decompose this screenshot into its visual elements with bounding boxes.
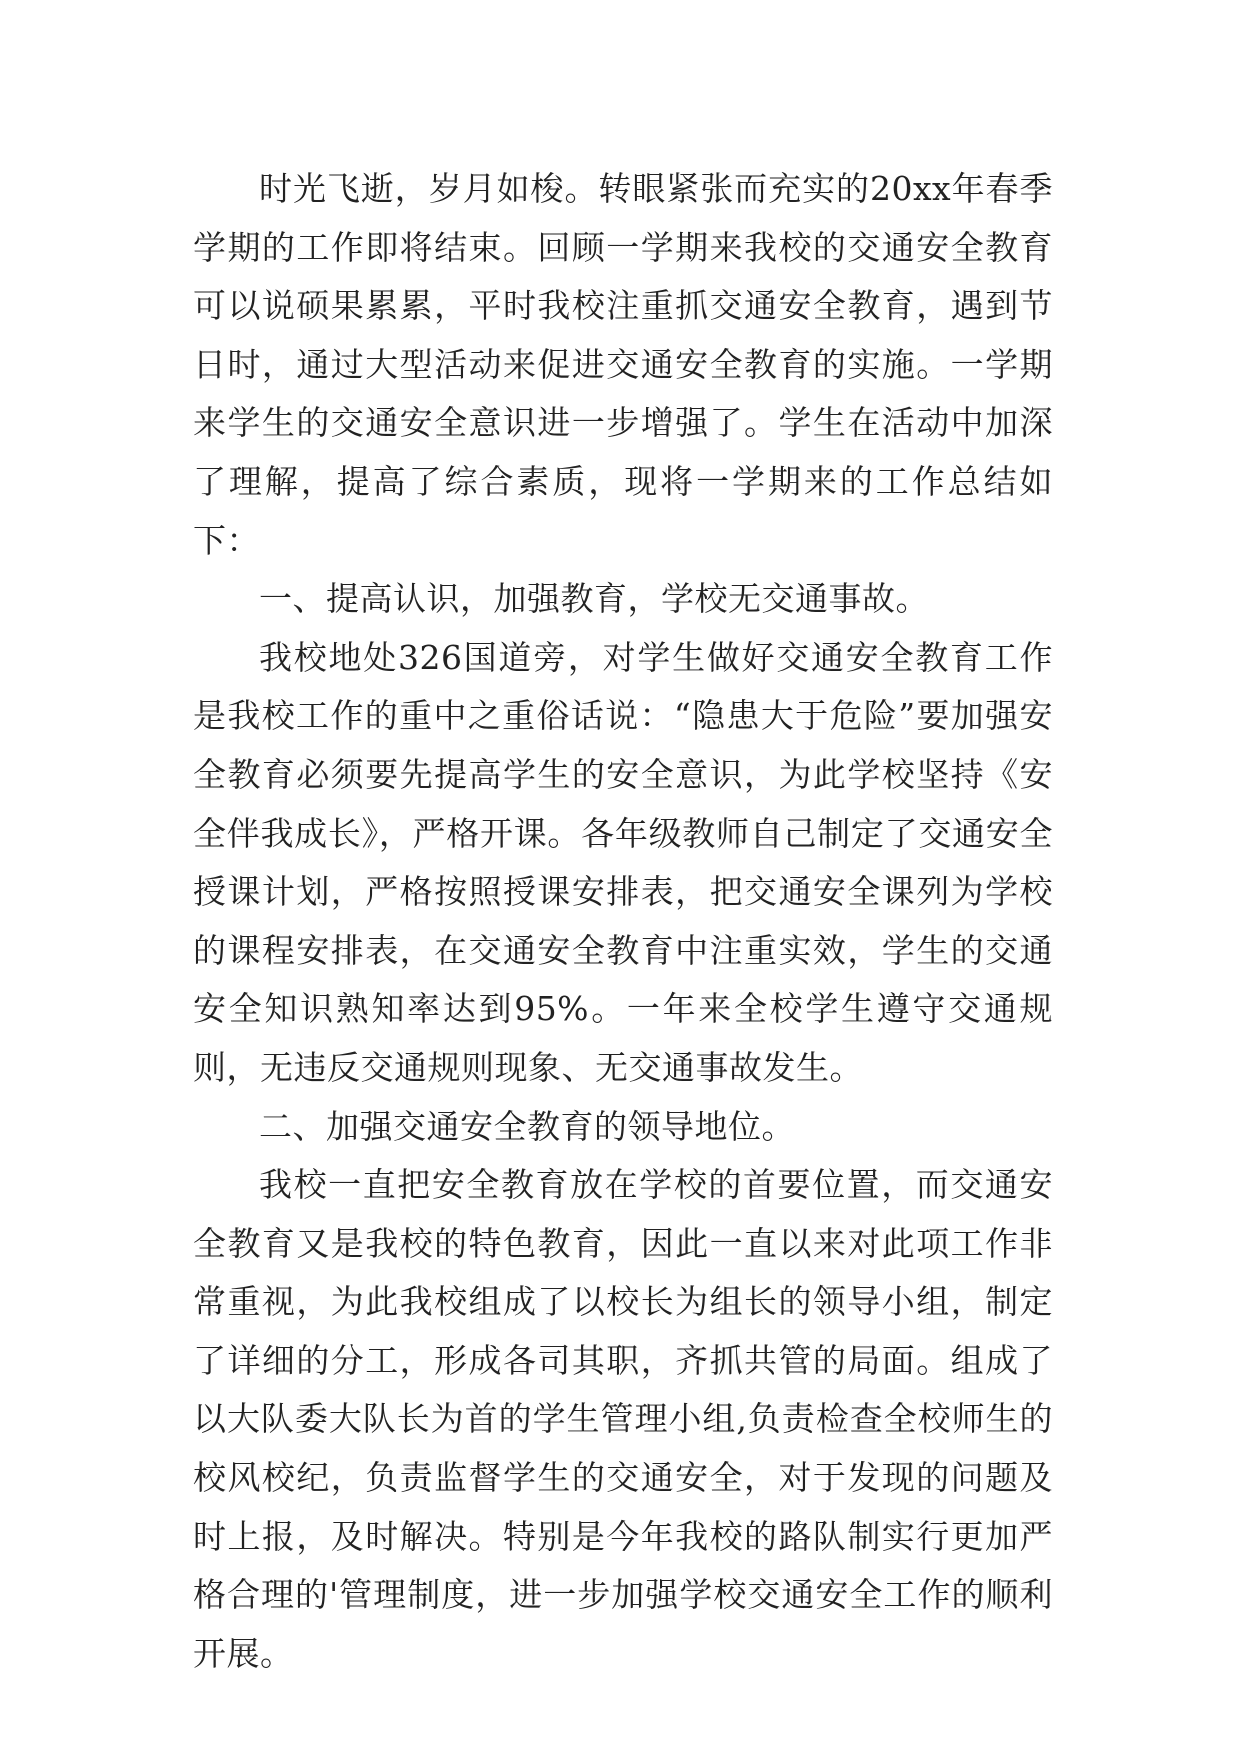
document-body <box>193 160 1053 1683</box>
section-1-paragraph: 我校地处326国道旁，对学生做好交通安全教育工作是我校工作的重中之重俗话说：“隐患大于危险”要加强安全教育必须要先提高学生的安全意识，为此学校坚持《安全伴我成长》，严格开课。各年级教师自己制定了交通安全授课计划，严格按照授课安排表，把交通安全课列为学校的课程安排表，在交通安全教育中注重实效，学生的交通安全知识熟知率达到95%。一年来全校学生遵守交通规则，无违反交通规则现象、无交通事故发生。 <box>193 637 1053 1087</box>
intro-paragraph: 时光飞逝，岁月如梭。转眼紧张而充实的20xx年春季学期的工作即将结束。回顾一学期来我校的交通安全教育可以说硕果累累，平时我校注重抓交通安全教育，遇到节日时，通过大型活动来促进交通安全教育的实施。一学期来学生的交通安全意识进一步增强了。学生在活动中加深了理解，提高了综合素质，现将一学期来的工作总结如下： <box>193 169 1053 560</box>
section-2-paragraph: 我校一直把安全教育放在学校的首要位置，而交通安全教育又是我校的特色教育，因此一直以来对此项工作非常重视，为此我校组成了以校长为组长的领导小组，制定了详细的分工，形成各司其职，齐抓共管的局面。组成了以大队委大队长为首的学生管理小组,负责检查全校师生的校风校纪，负责监督学生的交通安全，对于发现的问题及时上报，及时解决。特别是今年我校的路队制实行更加严格合理的'管理制度，进一步加强学校交通安全工作的顺利开展。 <box>193 1165 1053 1673</box>
section-heading-1: 一、提高认识，加强教育，学校无交通事故。 <box>259 579 929 619</box>
section-heading-2: 二、加强交通安全教育的领导地位。 <box>259 1106 795 1146</box>
